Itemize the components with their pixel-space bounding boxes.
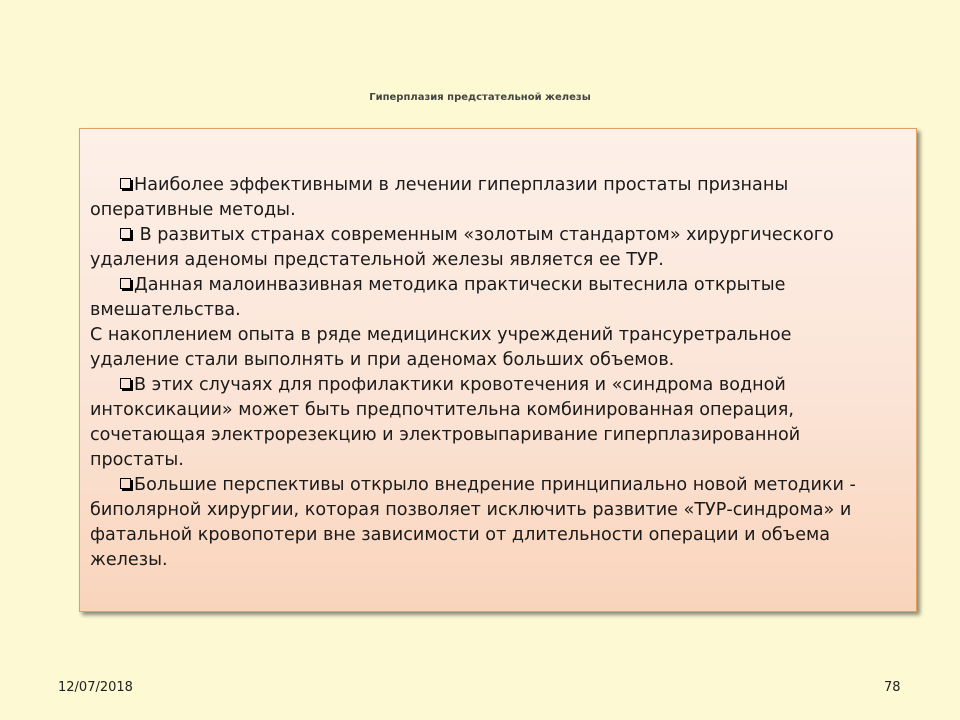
paragraph-3 xyxy=(90,273,886,323)
paragraph-text: Данная малоинвазивная методика практически вытеснила открытые вмешательства. xyxy=(90,275,786,320)
paragraph-text: С накоплением опыта в ряде медицинских учреждений трансуретральное удаление стали выполнять и при аденомах больших объемов. xyxy=(90,325,792,370)
paragraph-2 xyxy=(90,223,886,273)
checkbox-bullet-icon xyxy=(120,278,131,289)
paragraph-4 xyxy=(90,323,886,373)
checkbox-bullet-icon xyxy=(120,178,131,189)
paragraph-5 xyxy=(90,373,886,473)
paragraph-text: Наиболее эффективными в лечении гиперплазии простаты признаны оперативные методы. xyxy=(90,175,789,220)
paragraph-text: Большие перспективы открыло внедрение принципиально новой методики - биполярной хирургии, которая позволяет исключить развитие «ТУР-синдрома» и фатальной кровопотери вне зависимости от длительности операции и объема железы. xyxy=(90,475,856,570)
paragraph-text: В развитых странах современным «золотым стандартом» хирургического удаления аденомы предстательной железы является ее ТУР. xyxy=(90,225,834,270)
slide-title: Гиперплазия предстательной железы xyxy=(369,92,591,103)
checkbox-bullet-icon xyxy=(120,478,131,489)
checkbox-bullet-icon xyxy=(120,378,131,389)
paragraph-text: В этих случаях для профилактики кровотечения и «синдрома водной интоксикации» может быть предпочтительна комбинированная операция, сочетающая электрорезекцию и электровыпаривание гиперплазированной простаты. xyxy=(90,375,801,470)
footer-date: 12/07/2018 xyxy=(58,680,133,695)
paragraph-6 xyxy=(90,473,886,573)
checkbox-bullet-icon xyxy=(120,228,131,239)
content-box xyxy=(79,128,917,612)
paragraph-1 xyxy=(90,173,886,223)
page-number: 78 xyxy=(884,680,901,695)
